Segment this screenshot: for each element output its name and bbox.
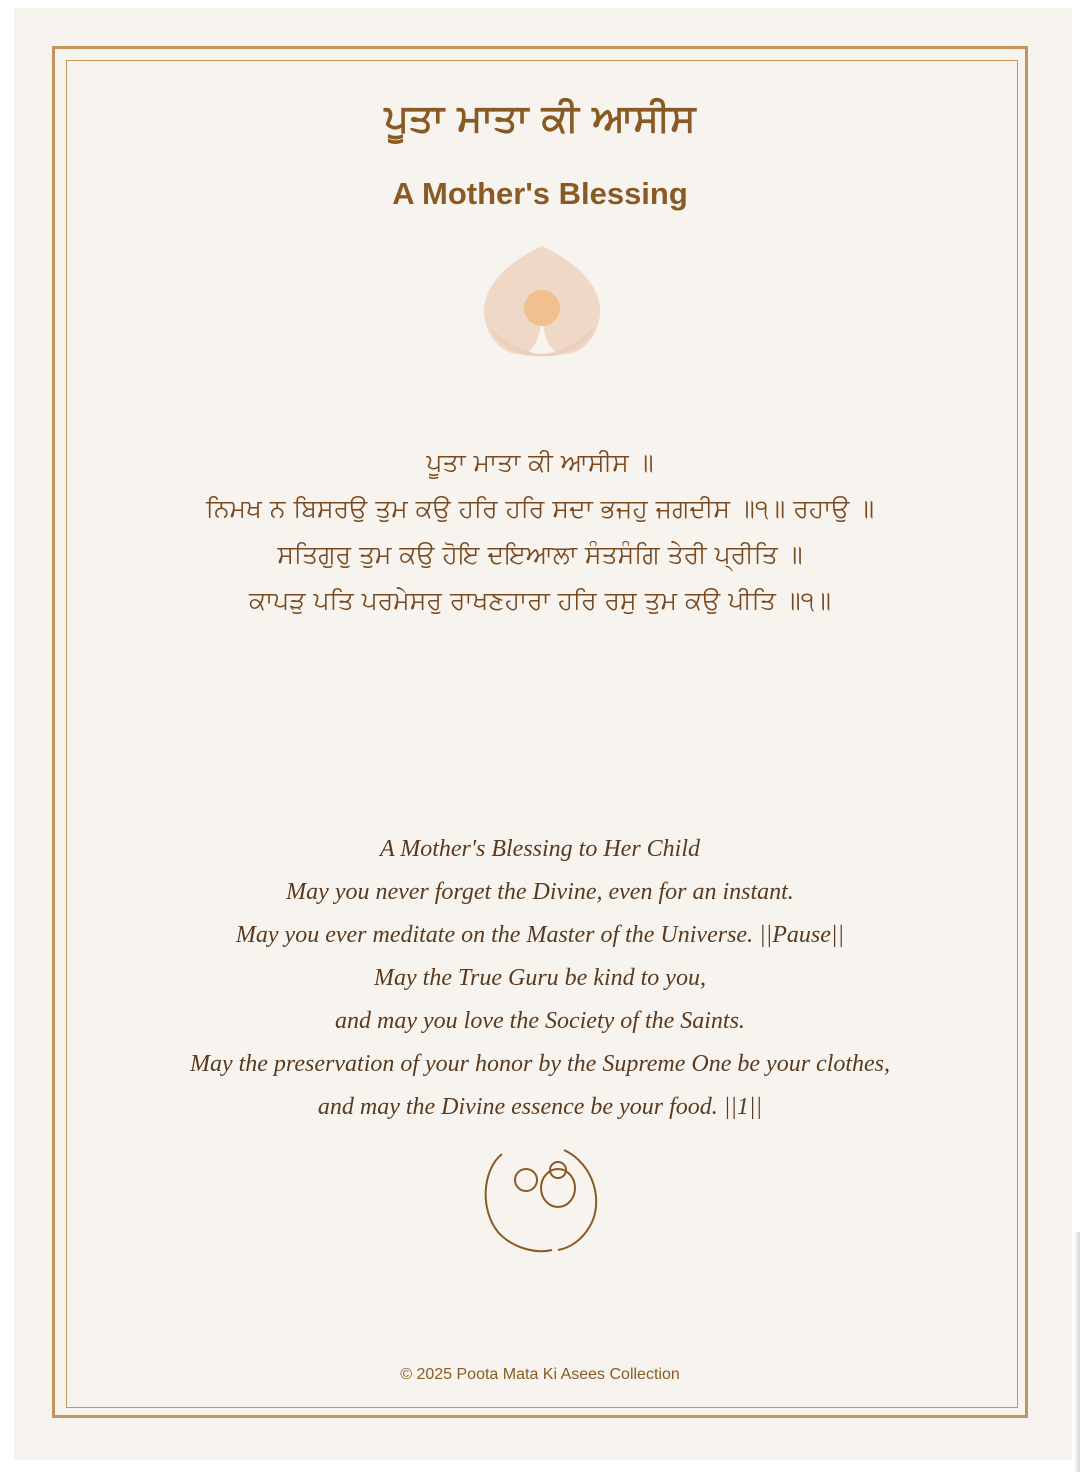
english-translation bbox=[0, 828, 1080, 1129]
scrollbar-edge[interactable] bbox=[1074, 1232, 1080, 1472]
page-title-english: A Mother's Blessing bbox=[392, 176, 688, 211]
gurbani-verse bbox=[0, 440, 1080, 624]
translation-line: May you ever meditate on the Master of the Universe. ||Pause|| bbox=[235, 922, 845, 948]
gurbani-line: ਪੂਤਾ ਮਾਤਾ ਕੀ ਆਸੀਸ ॥ bbox=[426, 448, 654, 477]
mother-child-emblem-icon bbox=[482, 1146, 604, 1254]
emblem-small-circle bbox=[515, 1169, 537, 1191]
emblem-left-arc bbox=[486, 1154, 552, 1251]
gurbani-line: ਸਤਿਗੁਰੁ ਤੁਮ ਕਉ ਹੋਇ ਦਇਆਲਾ ਸੰਤਸੰਗਿ ਤੇਰੀ ਪ੍ਰੀਤਿ ॥ bbox=[277, 540, 803, 569]
lotus-icon bbox=[480, 242, 604, 358]
copyright-footer: © 2025 Poota Mata Ki Asees Collection bbox=[400, 1366, 680, 1383]
translation-line: and may the Divine essence be your food. ||1|| bbox=[317, 1094, 763, 1120]
gurbani-line: ਕਾਪੜੁ ਪਤਿ ਪਰਮੇਸਰੁ ਰਾਖਣਹਾਰਾ ਹਰਿ ਰਸੁ ਤੁਮ ਕਉ ਪੀਤਿ ॥੧॥ bbox=[248, 586, 832, 615]
gurbani-line: ਨਿਮਖ ਨ ਬਿਸਰਉ ਤੁਮ ਕਉ ਹਰਿ ਹਰਿ ਸਦਾ ਭਜਹੁ ਜਗਦੀਸ ॥੧॥ ਰਹਾਉ ॥ bbox=[205, 494, 875, 523]
translation-line: A Mother's Blessing to Her Child bbox=[379, 836, 700, 862]
translation-line: May the True Guru be kind to you, bbox=[374, 965, 706, 991]
lotus-center bbox=[524, 290, 560, 326]
translation-line: May you never forget the Divine, even for an instant. bbox=[286, 879, 794, 905]
translation-line: and may you love the Society of the Saints. bbox=[335, 1008, 745, 1034]
page-title-punjabi: ਪੂਤਾ ਮਾਤਾ ਕੀ ਆਸੀਸ bbox=[384, 96, 696, 140]
emblem-large-oval bbox=[541, 1169, 575, 1207]
translation-line: May the preservation of your honor by the Supreme One be your clothes, bbox=[189, 1051, 891, 1077]
